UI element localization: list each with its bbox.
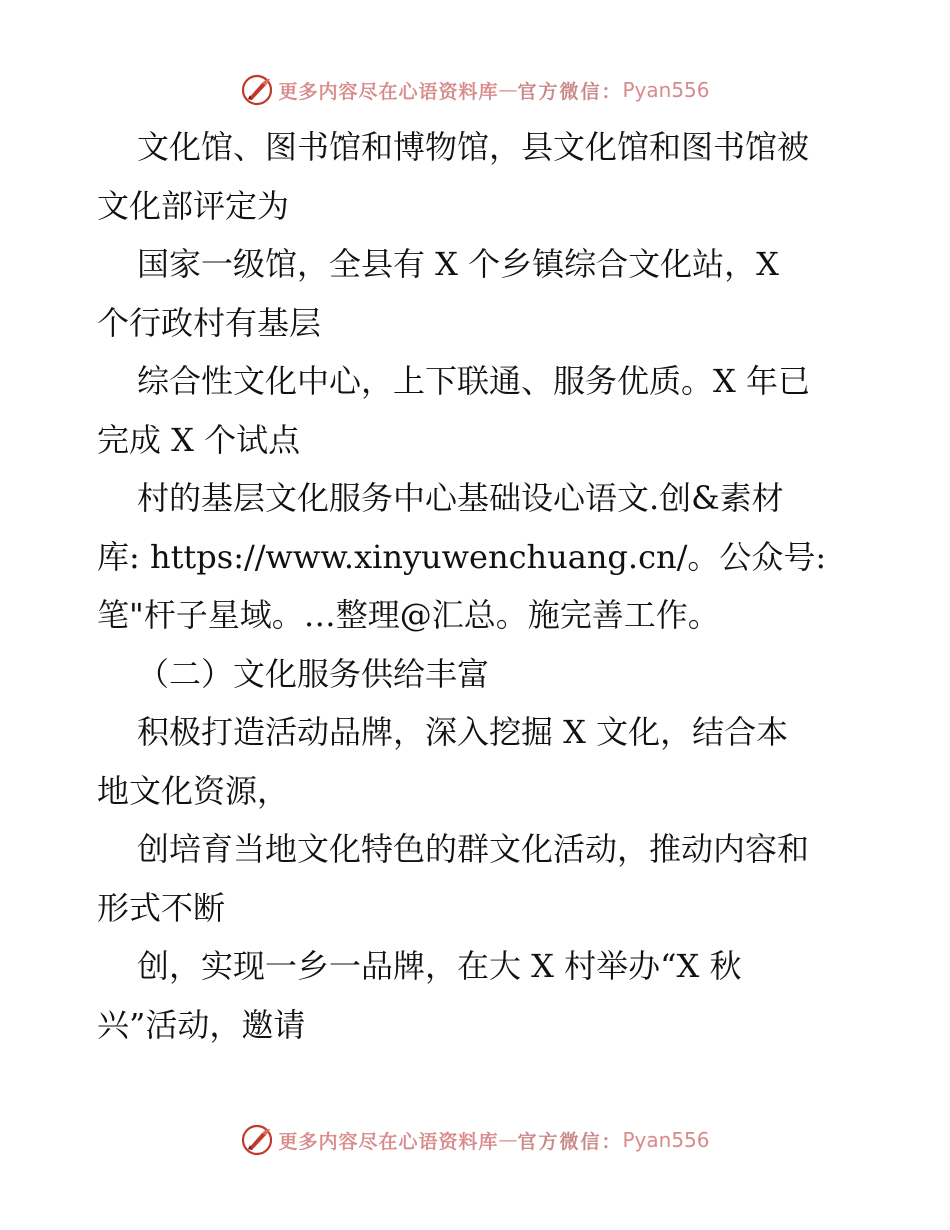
footer-watermark-banner [0,1120,950,1160]
text-line: 库: https://www.xinyuwenchuang.cn/。公众号: [97,537,827,576]
text-line: 个行政村有基层 [97,303,322,342]
banner-separator: — [498,1129,518,1151]
banner-wechat-label: 官方微信： [517,1130,623,1153]
header-watermark-banner [0,70,950,110]
text-line: 笔"杆子星域。…整理@汇总。施完善工作。 [97,596,720,634]
text-line: 国家一级馆，全县有 X 个乡镇综合文化站，X [137,245,779,283]
quill-pen-logo-icon [240,73,274,107]
text-line: 形式不断 [97,888,226,927]
text-line: 创培育当地文化特色的群文化活动，推动内容和 [137,830,810,868]
banner-wechat-label: 官方微信： [517,80,623,103]
banner-wechat-id: Pyan556 [622,78,710,102]
text-line: 积极打造活动品牌，深入挖掘 X 文化，结合本 [137,713,789,751]
section-heading: （二）文化服务供给丰富 [137,654,490,693]
text-line: 兴”活动，邀请 [97,1005,306,1044]
text-line: 村的基层文化服务中心基础设心语文.创&素材 [137,479,784,517]
text-line: 文化部评定为 [97,186,290,225]
text-line: 地文化资源， [97,771,290,810]
text-line: 文化馆、图书馆和博物馆，县文化馆和图书馆被 [137,128,810,166]
banner-separator: — [498,79,518,101]
text-line: 创，实现一乡一品牌，在大 X 村举办“X 秋 [137,947,742,985]
document-body [97,118,867,1054]
banner-main-text: 更多内容尽在心语资料库 [278,80,499,103]
banner-main-text: 更多内容尽在心语资料库 [278,1130,499,1153]
text-line: 综合性文化中心，上下联通、服务优质。X 年已 [137,362,810,400]
text-line: 完成 X 个试点 [97,420,301,459]
quill-pen-logo-icon [240,1123,274,1157]
banner-wechat-id: Pyan556 [622,1128,710,1152]
